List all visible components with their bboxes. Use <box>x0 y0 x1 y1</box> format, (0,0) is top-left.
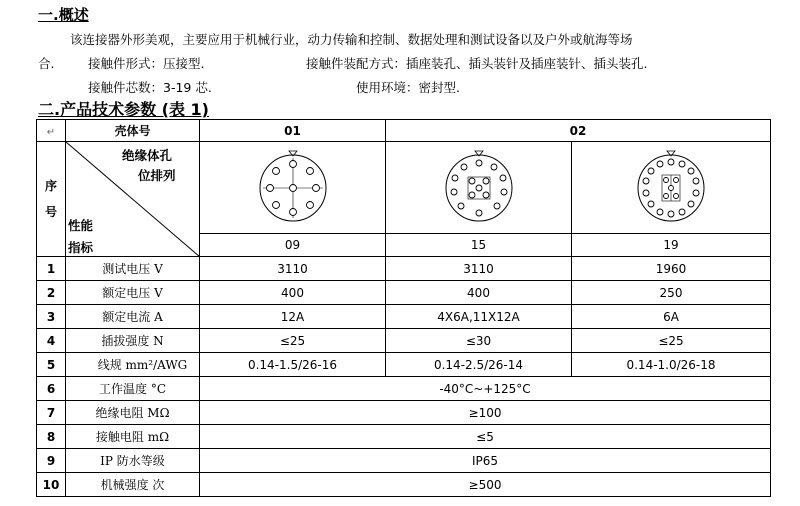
value-cell: ≥100 <box>200 401 771 425</box>
diagonal-header <box>66 142 200 257</box>
row-number: 9 <box>37 449 66 473</box>
value-cell: 250 <box>572 281 771 305</box>
value-cell: ≥500 <box>200 473 771 497</box>
value-cell: 0.14-1.5/26-16 <box>200 353 386 377</box>
row-label: 线规 mm²/AWG <box>66 353 200 377</box>
value-cell: 3110 <box>200 257 386 281</box>
header-performance-1: 性能 <box>68 218 94 233</box>
header-arrangement-1: 绝缘体孔 <box>122 148 173 163</box>
contact-form: 接触件形式：压接型. <box>88 56 205 71</box>
value-cell: 6A <box>572 305 771 329</box>
row-number: 4 <box>37 329 66 353</box>
table-row <box>37 353 771 377</box>
table-row <box>37 281 771 305</box>
table-row <box>37 473 771 497</box>
row-number: 1 <box>37 257 66 281</box>
layout-15 <box>386 142 572 234</box>
row-number: 8 <box>37 425 66 449</box>
table-row <box>37 329 771 353</box>
row-label: 绝缘电阻 MΩ <box>66 401 200 425</box>
value-cell: 0.14-2.5/26-14 <box>386 353 572 377</box>
intro-line-1: 该连接器外形美观，主要应用于机械行业，动力传输和控制、数据处理和测试设备以及户外或航海等场 <box>70 32 633 47</box>
value-cell: ≤25 <box>572 329 771 353</box>
shell-02: 02 <box>386 120 771 142</box>
layout-15-icon <box>439 146 519 226</box>
header-arrangement-2: 位排列 <box>138 168 176 183</box>
row-label: 额定电流 A <box>66 305 200 329</box>
value-cell: 3110 <box>386 257 572 281</box>
row-label: 额定电压 V <box>66 281 200 305</box>
row-label: 插拔强度 N <box>66 329 200 353</box>
table-row <box>37 401 771 425</box>
row-number: 10 <box>37 473 66 497</box>
value-cell: IP65 <box>200 449 771 473</box>
layout-09 <box>200 142 386 234</box>
table-row <box>37 449 771 473</box>
layout-19 <box>572 142 771 234</box>
layout-19-icon <box>631 146 711 226</box>
shell-label: 壳体号 <box>66 120 200 142</box>
table-row <box>37 305 771 329</box>
section2-title: 二.产品技术参数 (表 1) <box>38 100 209 119</box>
row-label: 测试电压 V <box>66 257 200 281</box>
cores-19: 19 <box>572 234 771 257</box>
use-environment: 使用环境：密封型. <box>356 80 460 95</box>
value-cell: ≤5 <box>200 425 771 449</box>
table-row <box>37 377 771 401</box>
corner-cell: ↵ <box>37 120 66 142</box>
value-cell: 4X6A,11X12A <box>386 305 572 329</box>
spec-table <box>36 119 771 497</box>
value-cell: 400 <box>200 281 386 305</box>
intro-line-2a: 合. <box>38 56 55 71</box>
shell-01: 01 <box>200 120 386 142</box>
table-row <box>37 257 771 281</box>
row-label: 接触电阻 mΩ <box>66 425 200 449</box>
row-number: 2 <box>37 281 66 305</box>
value-cell: -40°C~+125°C <box>200 377 771 401</box>
layout-09-icon <box>253 146 333 226</box>
row-number: 7 <box>37 401 66 425</box>
contact-cores: 接触件芯数：3-19 芯. <box>88 80 212 95</box>
contact-assembly: 接触件装配方式：插座装孔、插头装针及插座装针、插头装孔. <box>306 56 648 71</box>
value-cell: 1960 <box>572 257 771 281</box>
seq-header: 序 号 <box>37 142 66 257</box>
row-label: IP 防水等级 <box>66 449 200 473</box>
section1-title: 一.概述 <box>38 6 89 24</box>
cores-09: 09 <box>200 234 386 257</box>
header-performance-2: 指标 <box>68 240 94 255</box>
value-cell: ≤25 <box>200 329 386 353</box>
value-cell: 400 <box>386 281 572 305</box>
value-cell: 12A <box>200 305 386 329</box>
row-label: 机械强度 次 <box>66 473 200 497</box>
table-row <box>37 425 771 449</box>
value-cell: 0.14-1.0/26-18 <box>572 353 771 377</box>
cores-15: 15 <box>386 234 572 257</box>
row-number: 6 <box>37 377 66 401</box>
row-number: 5 <box>37 353 66 377</box>
row-label: 工作温度 °C <box>66 377 200 401</box>
value-cell: ≤30 <box>386 329 572 353</box>
row-number: 3 <box>37 305 66 329</box>
